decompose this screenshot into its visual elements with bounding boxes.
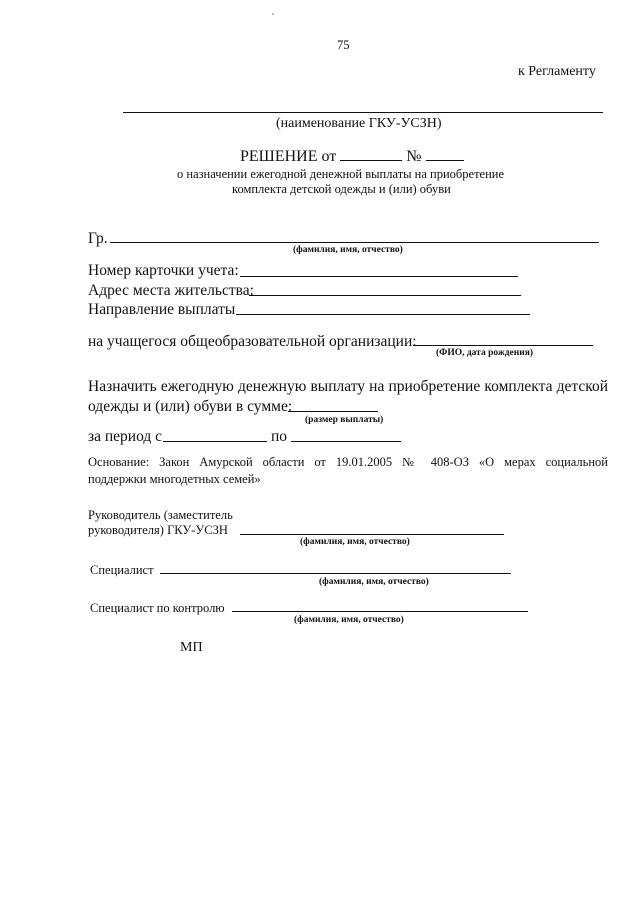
- head-caption: (фамилия, имя, отчество): [300, 537, 410, 547]
- amount-caption: (размер выплаты): [305, 415, 384, 425]
- page-number: 75: [337, 38, 350, 52]
- payment-direction-label: Направление выплаты: [88, 301, 236, 318]
- decision-title: [240, 148, 464, 166]
- org-name-caption: (наименование ГКУ-УСЗН): [276, 116, 442, 131]
- card-number-line[interactable]: [240, 276, 518, 277]
- control-caption: (фамилия, имя, отчество): [294, 615, 404, 625]
- decision-date-line[interactable]: [340, 148, 402, 161]
- citizen-label: Гр.: [88, 230, 108, 247]
- period-to-label: по: [271, 428, 288, 445]
- head-label-2: руководителя) ГКУ-УСЗН: [88, 523, 228, 537]
- citizen-name-line[interactable]: [110, 242, 599, 243]
- appendix-reference: к Регламенту: [518, 64, 596, 79]
- address-line[interactable]: [249, 295, 521, 296]
- student-label: на учащегося общеобразовательной организации:: [88, 333, 417, 350]
- student-line[interactable]: [413, 345, 593, 346]
- assign-line-1: Назначить ежегодную денежную выплату на приобретение комплекта детской: [88, 378, 608, 395]
- citizen-caption: (фамилия, имя, отчество): [293, 245, 403, 255]
- basis-line-2: поддержки многодетных семей»: [88, 472, 261, 486]
- org-name-line[interactable]: [123, 112, 603, 113]
- decision-number-line[interactable]: [426, 148, 464, 161]
- head-label-1: Руководитель (заместитель: [88, 508, 233, 522]
- control-specialist-label: Специалист по контролю: [90, 601, 225, 615]
- amount-line[interactable]: [288, 411, 378, 412]
- decision-title-text: РЕШЕНИЕ от: [240, 148, 337, 165]
- stamp-place: МП: [180, 640, 203, 655]
- assign-line-2: одежды и (или) обуви в сумме:: [88, 398, 293, 415]
- period-to-line[interactable]: [291, 441, 401, 442]
- student-caption: (ФИО, дата рождения): [436, 348, 534, 358]
- control-signature-line[interactable]: [232, 611, 528, 612]
- basis-line-1: Основание: Закон Амурской области от 19.01.2005 № 408-ОЗ «О мерах социальной: [88, 455, 608, 469]
- head-signature-line[interactable]: [240, 534, 504, 535]
- decision-number-sign: №: [406, 148, 422, 165]
- period-from-label: за период с: [88, 428, 163, 445]
- card-number-label: Номер карточки учета:: [88, 262, 239, 279]
- decision-subtitle-2: комплекта детской одежды и (или) обуви: [232, 182, 451, 196]
- specialist-label: Специалист: [90, 563, 154, 577]
- payment-direction-line[interactable]: [236, 314, 530, 315]
- scan-speck: [272, 13, 274, 15]
- period-from-line[interactable]: [163, 441, 267, 442]
- specialist-caption: (фамилия, имя, отчество): [319, 577, 429, 587]
- specialist-signature-line[interactable]: [160, 573, 511, 574]
- address-label: Адрес места жительства:: [88, 282, 254, 299]
- decision-subtitle-1: о назначении ежегодной денежной выплаты на приобретение: [177, 167, 505, 181]
